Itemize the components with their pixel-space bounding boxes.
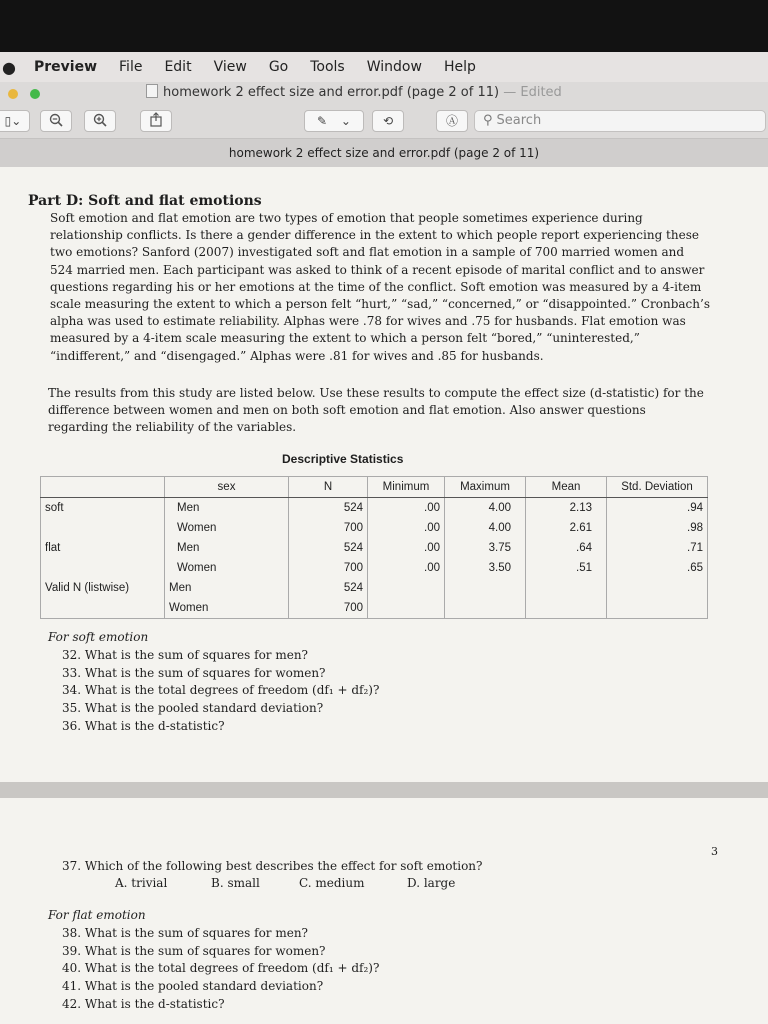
question-item: 34. What is the total degrees of freedom (df₁ + df₂)? (62, 683, 380, 698)
soft-emotion-heading: For soft emotion (48, 630, 149, 644)
screen-bezel (0, 0, 768, 52)
table-cell: .00 (368, 498, 445, 519)
results-line: regarding the reliability of the variables. (48, 420, 297, 435)
table-cell: .00 (368, 558, 445, 578)
table-cell: .51 (526, 558, 607, 578)
window-title (146, 84, 562, 100)
header-cell: sex (165, 477, 289, 498)
table-cell (445, 598, 526, 619)
table-cell: 2.13 (526, 498, 607, 519)
table-cell: soft (41, 498, 165, 519)
choice-b: B. small (211, 876, 260, 890)
table-cell: Women (165, 518, 289, 538)
window-title-text: homework 2 effect size and error.pdf (page 2 of 11) (163, 85, 500, 100)
header-cell: Maximum (445, 477, 526, 498)
search-placeholder: Search (496, 113, 542, 128)
table-cell: .64 (526, 538, 607, 558)
markup-button[interactable] (304, 110, 364, 132)
table-cell: 700 (289, 518, 368, 538)
table-cell: .00 (368, 518, 445, 538)
table-cell (41, 558, 165, 578)
rotate-icon: ⟲ (382, 114, 394, 128)
header-cell (41, 477, 165, 498)
question-item: 42. What is the d-statistic? (62, 996, 225, 1011)
table-row (41, 498, 708, 519)
table-cell: .65 (607, 558, 708, 578)
intro-line: 524 married men. Each participant was asked to think of a recent episode of marital conflict and to answer (50, 262, 705, 277)
document-tab-title: homework 2 effect size and error.pdf (page 2 of 11) (228, 146, 540, 160)
window-title-bar (0, 82, 768, 104)
pdf-page-view[interactable] (0, 167, 768, 1024)
table-cell: Men (165, 538, 289, 558)
table-cell: 3.75 (445, 538, 526, 558)
page-number: 3 (711, 845, 718, 858)
flat-emotion-questions (48, 907, 379, 1014)
header-cell: Mean (526, 477, 607, 498)
table-cell: Women (165, 598, 289, 619)
search-field[interactable] (474, 110, 766, 132)
intro-paragraph (50, 210, 710, 365)
intro-line: Soft emotion and flat emotion are two types of emotion that people sometimes experience during (50, 211, 643, 225)
menu-tools[interactable]: Tools (310, 59, 345, 75)
question-item: 39. What is the sum of squares for women? (62, 943, 326, 958)
zoom-in-icon (93, 113, 107, 127)
page-separator (0, 782, 768, 798)
table-cell: 4.00 (445, 498, 526, 519)
document-tab[interactable] (0, 139, 768, 167)
table-cell (368, 578, 445, 598)
zoom-in-button[interactable] (84, 110, 116, 132)
sidebar-icon: ▯⌄ (4, 114, 22, 128)
apple-menu-icon[interactable]: ● (2, 57, 16, 77)
table-cell: 524 (289, 578, 368, 598)
table-cell: .98 (607, 518, 708, 538)
choice-d: D. large (407, 876, 456, 890)
chevron-down-icon: ⌄ (340, 114, 351, 128)
menu-bar (0, 52, 768, 82)
intro-line: measured by a 4-item scale measuring the extent to which a person felt “bored,” “uninterested,” (50, 331, 640, 346)
toolbar (0, 104, 768, 139)
question-item: 33. What is the sum of squares for women? (62, 665, 326, 680)
edited-status: — Edited (503, 85, 562, 100)
table-cell: .94 (607, 498, 708, 519)
choice-c: C. medium (299, 876, 365, 890)
menu-view[interactable]: View (213, 59, 247, 75)
intro-line: two emotions? Sanford (2007) investigated soft and flat emotion in a sample of 700 married women and (50, 245, 685, 260)
flat-emotion-heading: For flat emotion (48, 908, 146, 922)
menu-go[interactable]: Go (268, 59, 289, 75)
table-cell: .00 (368, 538, 445, 558)
rotate-button[interactable] (372, 110, 404, 132)
table-cell: 700 (289, 598, 368, 619)
table-cell: 2.61 (526, 518, 607, 538)
menu-file[interactable]: File (119, 59, 143, 75)
descriptive-statistics-table (40, 476, 708, 619)
table-cell (41, 598, 165, 619)
soft-emotion-questions (48, 629, 379, 736)
results-line: The results from this study are listed below. Use these results to compute the effect size (d-statistic) for the (48, 386, 704, 400)
question-item: 40. What is the total degrees of freedom (df₁ + df₂)? (62, 961, 380, 976)
question-item: 36. What is the d-statistic? (62, 718, 225, 733)
intro-line: alpha was used to estimate reliability. Alphas were .78 for wives and .75 for husbands. Flat emotion was (50, 314, 686, 329)
menu-app-preview[interactable]: Preview (34, 59, 98, 75)
table-cell: .71 (607, 538, 708, 558)
table-row (41, 518, 708, 538)
choice-a: A. trivial (115, 876, 168, 890)
table-cell (526, 578, 607, 598)
section-heading: Part D: Soft and flat emotions (28, 193, 262, 209)
table-cell: Valid N (listwise) (41, 578, 165, 598)
table-cell: 524 (289, 498, 368, 519)
table-cell (445, 578, 526, 598)
table-cell (368, 598, 445, 619)
table-cell (607, 578, 708, 598)
question-item: 35. What is the pooled standard deviation? (62, 701, 324, 716)
results-line: difference between women and men on both soft emotion and flat emotion. Also answer questions (48, 403, 646, 418)
share-icon (149, 112, 163, 127)
share-button[interactable] (140, 110, 172, 132)
annotate-button[interactable] (436, 110, 468, 132)
table-cell: Men (165, 498, 289, 519)
table-cell (526, 598, 607, 619)
question-item: 38. What is the sum of squares for men? (62, 925, 308, 940)
question-37: 37. Which of the following best describes the effect for soft emotion? (62, 859, 483, 873)
table-cell: 4.00 (445, 518, 526, 538)
intro-line: scale measuring the extent to which a person felt “hurt,” “sad,” “concerned,” or “disappointed.” Cronbach’s (50, 297, 710, 312)
table-cell: Women (165, 558, 289, 578)
table-cell (607, 598, 708, 619)
question-item: 41. What is the pooled standard deviation? (62, 979, 324, 994)
table-cell: 700 (289, 558, 368, 578)
zoom-out-button[interactable] (40, 110, 72, 132)
header-cell: N (289, 477, 368, 498)
search-icon: ⚲ (483, 113, 493, 128)
pdf-document-icon (146, 84, 158, 98)
menu-edit[interactable]: Edit (164, 59, 192, 75)
table-cell: flat (41, 538, 165, 558)
table-row (41, 538, 708, 558)
zoom-button[interactable] (30, 89, 40, 99)
table-cell: 524 (289, 538, 368, 558)
intro-line: questions regarding his or her emotions at the time of the conflict. Soft emotion was measured by a 4-item (50, 279, 702, 294)
table-cell: 3.50 (445, 558, 526, 578)
menu-help[interactable]: Help (443, 59, 476, 75)
intro-line: “indifferent,” and “disengaged.” Alphas were .81 for wives and .85 for husbands. (50, 348, 544, 363)
pen-icon: ✎ (317, 114, 328, 128)
minimize-button[interactable] (8, 89, 18, 99)
table-title: Descriptive Statistics (282, 452, 404, 466)
question-item: 32. What is the sum of squares for men? (62, 647, 308, 662)
intro-line: relationship conflicts. Is there a gender difference in the extent to which people report experiencing these (50, 228, 699, 243)
sidebar-toggle-button[interactable] (0, 110, 30, 132)
table-cell: Men (165, 578, 289, 598)
table-row (41, 598, 708, 619)
header-cell: Minimum (368, 477, 445, 498)
header-cell: Std. Deviation (607, 477, 708, 498)
markup-circle-icon: Ⓐ (445, 114, 458, 128)
table-cell (41, 518, 165, 538)
table-header-row (41, 477, 708, 498)
results-paragraph (48, 385, 704, 437)
table-row (41, 578, 708, 598)
zoom-out-icon (49, 113, 63, 127)
menu-window[interactable]: Window (366, 59, 422, 75)
table-row (41, 558, 708, 578)
